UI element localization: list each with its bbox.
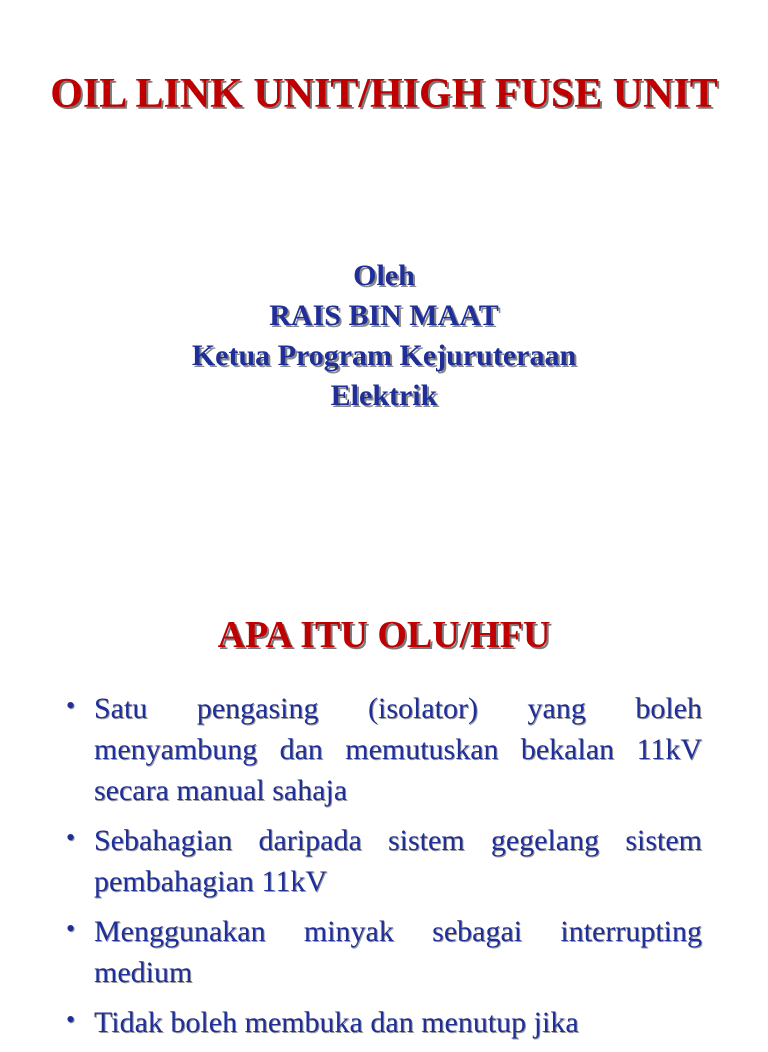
bullet-text: Menggunakan minyak sebagai interrupting medium [94,915,702,989]
author-name: RAIS BIN MAAT [269,299,499,332]
bullet-icon: • [66,1005,76,1034]
bullet-text: Sebahagian daripada sistem gegelang sistem pembahagian 11kV [94,824,702,898]
author-position-line-2: Elektrik [330,379,438,412]
content-slide [0,560,768,1039]
by-label: Oleh [353,259,415,292]
bullet-text: Satu pengasing (isolator) yang boleh menyambung dan memutuskan bekalan 11kV secara manual sahaja [94,692,702,807]
bullet-icon: • [66,914,76,943]
bullet-icon: • [66,691,76,720]
list-item [60,911,702,993]
author-block [60,256,708,416]
list-item [60,688,702,811]
bullet-text: Tidak boleh membuka dan menutup jika [94,1006,579,1039]
content-slide-title: APA ITU OLU/HFU [217,614,551,656]
bullet-list [60,688,702,1052]
bullet-icon: • [66,823,76,852]
list-item [60,1002,702,1043]
list-item [60,820,702,902]
slide-title: OIL LINK UNIT/HIGH FUSE UNIT [50,71,718,117]
author-position-line-1: Ketua Program Kejuruteraan [191,339,577,372]
